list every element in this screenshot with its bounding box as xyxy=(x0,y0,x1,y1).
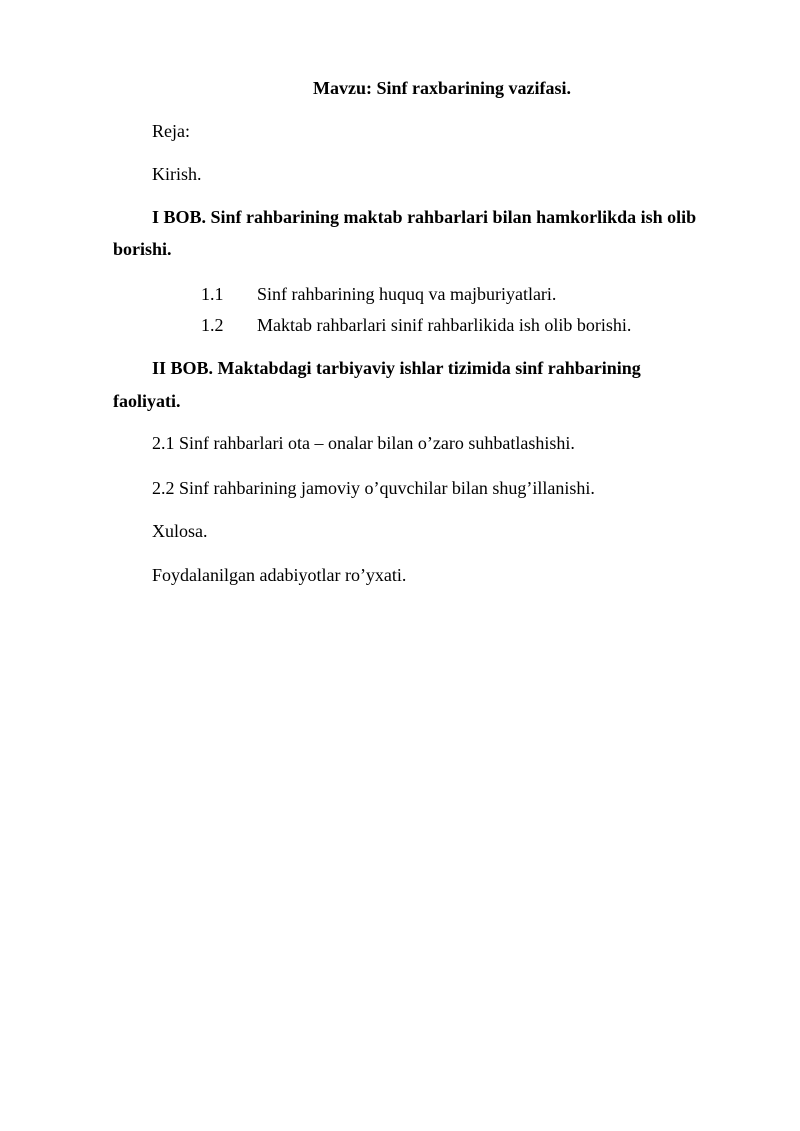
chapter1-item-text: Sinf rahbarining huquq va majburiyatlari. xyxy=(257,284,557,304)
conclusion-heading: Xulosa. xyxy=(152,521,208,541)
chapter1-item-number: 1.1 xyxy=(201,284,224,304)
plan-label: Reja: xyxy=(152,121,190,141)
chapter2-item: 2.1 Sinf rahbarlari ota – onalar bilan o’zaro suhbatlashishi. xyxy=(152,433,575,453)
references-heading: Foydalanilgan adabiyotlar ro’yxati. xyxy=(152,565,407,585)
chapter1-heading-line1: I BOB. Sinf rahbarining maktab rahbarlari bilan hamkorlikda ish olib xyxy=(152,207,697,227)
intro-heading: Kirish. xyxy=(152,164,202,184)
chapter1-heading-line2: borishi. xyxy=(113,239,172,259)
document-title: Mavzu: Sinf raxbarining vazifasi. xyxy=(313,78,572,98)
chapter1-item-text: Maktab rahbarlari sinif rahbarlikida ish olib borishi. xyxy=(257,315,632,335)
chapter1-item-number: 1.2 xyxy=(201,315,224,335)
chapter2-heading-line1: II BOB. Maktabdagi tarbiyaviy ishlar tizimida sinf rahbarining xyxy=(152,358,641,378)
chapter2-heading-line2: faoliyati. xyxy=(113,391,181,411)
chapter2-item: 2.2 Sinf rahbarining jamoviy o’quvchilar bilan shug’illanishi. xyxy=(152,478,595,498)
